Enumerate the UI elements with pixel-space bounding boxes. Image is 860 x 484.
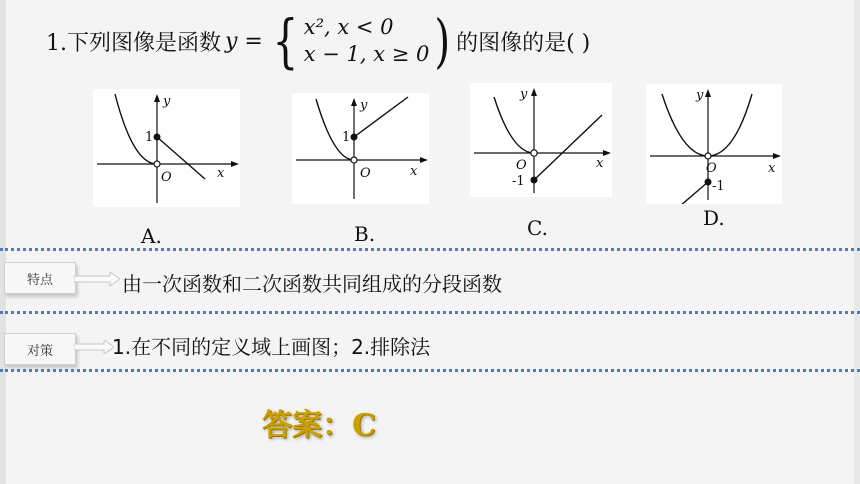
option-b-label: B. bbox=[354, 222, 376, 246]
feature-text: 由一次函数和二次函数共同组成的分段函数 bbox=[122, 272, 502, 296]
graph-d-y-label: y bbox=[696, 88, 704, 103]
separator-line-1 bbox=[0, 248, 860, 251]
question-y-eq: y = bbox=[225, 28, 263, 54]
answer-text: 答案：C bbox=[262, 408, 376, 443]
strategy-arrow-icon bbox=[74, 340, 114, 354]
piecewise-case-1: x², x < 0 bbox=[303, 15, 394, 39]
piecewise-case-2: x − 1, x ≥ 0 bbox=[303, 42, 430, 66]
graph-c-y-label: y bbox=[520, 87, 528, 102]
graph-option-a bbox=[93, 89, 240, 207]
right-edge bbox=[854, 0, 860, 484]
graph-a-x-label: x bbox=[217, 166, 225, 181]
separator-line-2 bbox=[0, 311, 860, 314]
graph-d-origin: O bbox=[706, 161, 717, 176]
question-stem bbox=[46, 8, 590, 74]
graph-option-c bbox=[470, 83, 612, 197]
option-a-label: A. bbox=[141, 224, 162, 248]
piecewise-cases bbox=[304, 14, 430, 68]
strategy-tag: 对策 bbox=[4, 333, 76, 365]
graph-c-neg-one: -1 bbox=[512, 174, 525, 189]
right-paren: ) bbox=[434, 7, 451, 75]
left-brace: { bbox=[272, 7, 299, 75]
feature-arrow-icon bbox=[74, 272, 120, 286]
graph-b-y-label: y bbox=[360, 98, 368, 113]
graph-d-neg-one: -1 bbox=[712, 179, 725, 194]
graph-b-origin: O bbox=[360, 166, 371, 181]
question-suffix: 的图像的是( ) bbox=[456, 30, 591, 56]
graph-a-y-label: y bbox=[163, 94, 171, 109]
graph-b-x-label: x bbox=[410, 164, 418, 179]
feature-tag: 特点 bbox=[4, 262, 76, 294]
graph-c-origin: O bbox=[516, 158, 527, 173]
graph-d-x-label: x bbox=[768, 161, 776, 176]
graph-option-d bbox=[646, 84, 782, 204]
graph-option-b bbox=[292, 93, 429, 204]
option-d-label: D. bbox=[703, 206, 725, 230]
strategy-text: 1.在不同的定义域上画图；2.排除法 bbox=[112, 335, 431, 359]
option-c-label: C. bbox=[527, 216, 548, 240]
left-edge bbox=[0, 0, 6, 484]
piecewise-brace bbox=[267, 7, 454, 75]
graph-a-origin: O bbox=[161, 170, 172, 185]
graph-c-x-label: x bbox=[596, 156, 604, 171]
graph-b-one: 1 bbox=[342, 130, 351, 145]
separator-line-3 bbox=[0, 369, 860, 372]
graph-a-one: 1 bbox=[145, 130, 154, 145]
question-prefix: 1.下列图像是函数 bbox=[46, 30, 221, 56]
